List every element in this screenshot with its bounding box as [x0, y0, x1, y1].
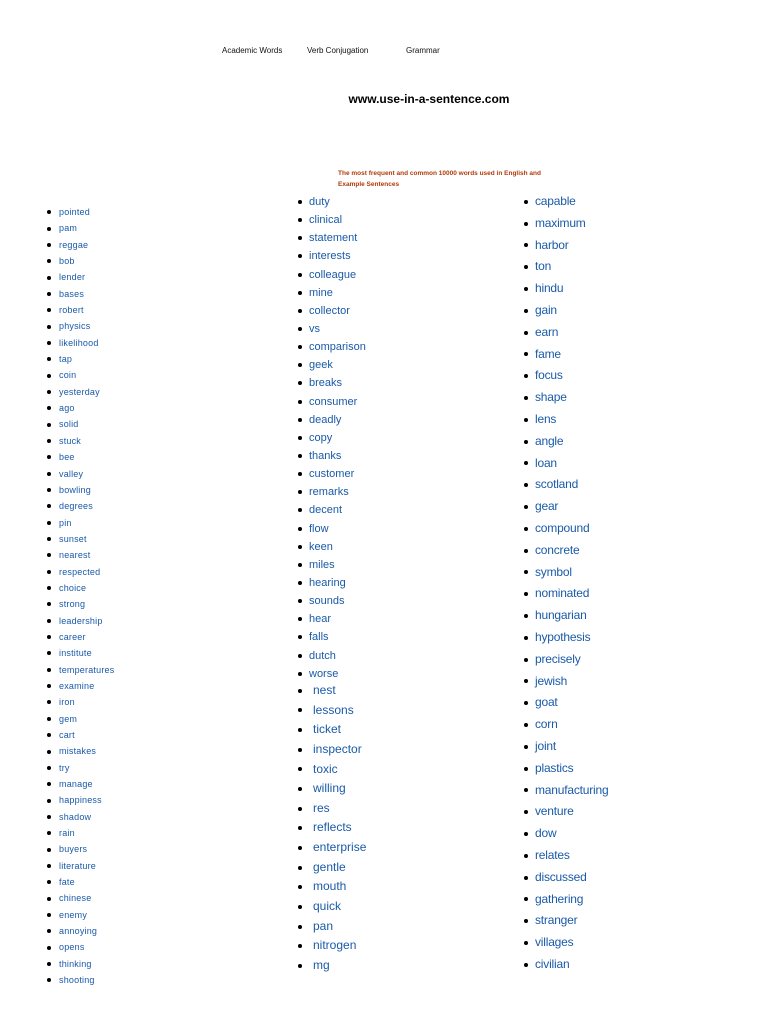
word-list-item [297, 302, 366, 320]
word-list-item [46, 547, 114, 563]
word-link[interactable]: hindu [535, 281, 564, 296]
word-list-item [297, 320, 366, 338]
word-list-item [522, 954, 608, 976]
word-link[interactable]: shape [535, 390, 567, 405]
word-list-item [46, 727, 114, 743]
word-list-item [522, 387, 608, 409]
word-list-item [46, 907, 114, 923]
word-link[interactable]: manufacturing [535, 782, 609, 797]
word-list-item [46, 400, 114, 416]
word-list-item [46, 269, 114, 285]
word-link[interactable]: physics [59, 321, 91, 332]
word-link[interactable]: falls [309, 631, 329, 644]
word-list-item [297, 266, 366, 284]
word-list-item [46, 351, 114, 367]
word-link[interactable]: consumer [309, 395, 358, 408]
word-list-item [297, 628, 366, 646]
word-list-item [297, 193, 366, 211]
word-list-item [46, 678, 114, 694]
word-link[interactable]: statement [309, 232, 358, 245]
word-list-item [46, 367, 114, 383]
word-link[interactable]: hungarian [535, 608, 587, 623]
word-link[interactable]: cart [59, 730, 75, 740]
word-list-column-2 [297, 193, 366, 683]
word-list-item [522, 780, 608, 802]
word-list-item [297, 465, 366, 483]
word-list-item [46, 253, 114, 269]
word-link[interactable]: sunset [59, 533, 87, 544]
word-list-item [297, 818, 366, 838]
word-link[interactable]: sounds [309, 595, 345, 608]
word-link[interactable]: buyers [59, 844, 88, 855]
word-list-item [522, 649, 608, 671]
word-link[interactable]: try [59, 762, 70, 773]
word-link[interactable]: hear [309, 613, 332, 626]
word-link[interactable]: nearest [59, 550, 91, 561]
word-list-item [297, 229, 366, 247]
word-link[interactable]: civilian [535, 956, 570, 971]
word-link[interactable]: fame [535, 346, 561, 361]
word-link[interactable]: valley [59, 468, 84, 479]
word-list-item [46, 286, 114, 302]
word-list-item [522, 910, 608, 932]
word-list-item [522, 583, 608, 605]
word-list-item [46, 743, 114, 759]
word-list-item [297, 917, 366, 937]
word-list-item [46, 482, 114, 498]
word-link[interactable]: geek [309, 359, 333, 372]
word-link[interactable]: precisely [535, 651, 581, 666]
word-link[interactable]: symbol [535, 564, 572, 579]
word-link[interactable]: breaks [309, 377, 343, 390]
word-link[interactable]: villages [535, 935, 574, 950]
word-list-item [46, 662, 114, 678]
word-link[interactable]: flow [309, 522, 329, 535]
word-list-item [522, 627, 608, 649]
word-link[interactable]: discussed [535, 869, 587, 884]
page-subtitle: The most frequent and common 10000 words used in English and Example Sentences [338, 170, 541, 188]
word-link[interactable]: stranger [535, 913, 578, 928]
word-list-item [46, 433, 114, 449]
word-link[interactable]: clinical [309, 214, 343, 227]
word-list-item [297, 897, 366, 917]
word-link[interactable]: decent [309, 504, 343, 517]
word-list-item [522, 845, 608, 867]
word-list-item [46, 318, 114, 334]
word-list-item [46, 237, 114, 253]
word-link[interactable]: venture [535, 804, 574, 819]
word-link[interactable]: corn [535, 717, 558, 732]
word-link[interactable]: goat [535, 695, 558, 710]
word-list-item [297, 760, 366, 780]
word-link[interactable]: pin [59, 517, 72, 528]
word-list-item [297, 681, 366, 701]
word-list-item [297, 247, 366, 265]
word-list-item [522, 823, 608, 845]
word-link[interactable]: thanks [309, 449, 342, 462]
word-list-item [46, 629, 114, 645]
word-link[interactable]: thinking [59, 958, 92, 969]
word-link[interactable]: mg [313, 957, 330, 972]
word-link[interactable]: choice [59, 582, 87, 593]
word-link[interactable]: fate [59, 877, 75, 888]
word-link[interactable]: willing [313, 781, 346, 796]
word-list-item [46, 956, 114, 972]
word-list-item [297, 720, 366, 740]
word-link[interactable]: stuck [59, 435, 82, 446]
word-list-item [46, 760, 114, 776]
word-list-item [46, 825, 114, 841]
word-link[interactable]: joint [535, 738, 557, 753]
word-link[interactable]: res [313, 800, 330, 815]
word-link[interactable]: reggae [59, 239, 89, 250]
word-list-column-3 [522, 191, 608, 976]
word-link[interactable]: bases [59, 288, 85, 299]
word-link[interactable]: examine [59, 680, 95, 691]
word-list-item [46, 220, 114, 236]
word-link[interactable]: miles [309, 558, 335, 571]
word-link[interactable]: nest [313, 683, 336, 697]
word-link[interactable]: degrees [59, 501, 93, 512]
word-list-item [522, 256, 608, 278]
word-link[interactable]: copy [309, 431, 333, 444]
word-list-item [46, 302, 114, 318]
word-link[interactable]: happiness [59, 795, 102, 806]
word-link[interactable]: shadow [59, 811, 92, 822]
word-list-item [297, 647, 366, 665]
word-link[interactable]: gentle [313, 859, 346, 874]
word-link[interactable]: bowling [59, 484, 91, 495]
word-list-item [522, 496, 608, 518]
word-link[interactable]: pam [59, 223, 78, 234]
word-list-column-1 [46, 204, 114, 989]
word-list-item [46, 874, 114, 890]
word-link[interactable]: nitrogen [313, 938, 357, 953]
word-list-item [46, 841, 114, 857]
word-list-item [46, 384, 114, 400]
word-list-item [46, 809, 114, 825]
word-link[interactable]: career [59, 631, 86, 642]
word-link[interactable]: nominated [535, 586, 590, 601]
word-link[interactable]: solid [59, 419, 79, 430]
word-list-item [46, 613, 114, 629]
word-link[interactable]: scotland [535, 477, 579, 492]
word-list-item [522, 365, 608, 387]
word-link[interactable]: mistakes [59, 746, 97, 757]
word-link[interactable]: ton [535, 259, 552, 274]
word-list-item [46, 449, 114, 465]
word-link[interactable]: angle [535, 433, 564, 448]
word-link[interactable]: relates [535, 847, 570, 862]
word-link[interactable]: plastics [535, 760, 574, 775]
word-list-item [522, 474, 608, 496]
word-list-item [46, 596, 114, 612]
word-link[interactable]: gem [59, 713, 78, 724]
word-list-item [297, 211, 366, 229]
word-list-item [297, 483, 366, 501]
word-list-item [297, 574, 366, 592]
word-link[interactable]: hearing [309, 576, 346, 589]
word-list-item [297, 538, 366, 556]
word-list-item [522, 932, 608, 954]
word-link[interactable]: gain [535, 302, 557, 317]
word-list-item [297, 956, 366, 976]
word-list-item [297, 858, 366, 878]
word-list-item [297, 610, 366, 628]
word-list-item [46, 939, 114, 955]
word-list-item [522, 235, 608, 257]
word-link[interactable]: maximum [535, 215, 586, 230]
word-link[interactable]: manage [59, 779, 93, 790]
word-link[interactable]: strong [59, 599, 86, 610]
word-list-item [297, 374, 366, 392]
word-link[interactable]: harbor [535, 237, 569, 252]
word-list-item [522, 278, 608, 300]
word-link[interactable]: customer [309, 468, 355, 481]
word-list-item [522, 801, 608, 823]
word-list-item [297, 284, 366, 302]
word-list-item [46, 498, 114, 514]
word-link[interactable]: leadership [59, 615, 103, 626]
word-link[interactable]: opens [59, 942, 85, 953]
word-list-item [297, 936, 366, 956]
nav-academic-words[interactable]: Academic Words [222, 46, 283, 55]
word-link[interactable]: gear [535, 499, 559, 514]
word-link[interactable]: dutch [309, 649, 336, 662]
word-list-item [46, 972, 114, 988]
word-list-item [297, 520, 366, 538]
word-link[interactable]: robert [59, 305, 84, 316]
word-link[interactable]: temperatures [59, 664, 115, 675]
word-link[interactable]: chinese [59, 893, 92, 904]
word-list-item [297, 556, 366, 574]
word-list-item [522, 431, 608, 453]
word-list-item [46, 531, 114, 547]
word-link[interactable]: colleague [309, 268, 357, 281]
word-link[interactable]: inspector [313, 741, 362, 756]
word-list-item [522, 867, 608, 889]
word-list-item [522, 671, 608, 693]
word-list-item [46, 694, 114, 710]
word-list-item [297, 740, 366, 760]
word-link[interactable]: collector [309, 304, 350, 317]
word-list-item [522, 692, 608, 714]
word-list-item [297, 356, 366, 374]
word-link[interactable]: rain [59, 828, 75, 839]
word-link[interactable]: deadly [309, 413, 342, 426]
word-link[interactable]: reflects [313, 820, 352, 835]
word-list-item [46, 204, 114, 220]
word-list-item [522, 562, 608, 584]
word-list-item [46, 776, 114, 792]
word-link[interactable]: literature [59, 860, 97, 871]
word-link[interactable]: annoying [59, 926, 98, 937]
word-link[interactable]: duty [309, 196, 330, 208]
word-list-item [522, 714, 608, 736]
word-list-item [522, 213, 608, 235]
word-list-item [522, 758, 608, 780]
word-link[interactable]: enemy [59, 909, 88, 920]
word-link[interactable]: pan [313, 918, 334, 933]
word-link[interactable]: ticket [313, 722, 342, 737]
word-link[interactable]: worse [309, 667, 339, 680]
word-list-item [522, 300, 608, 322]
word-list-item [297, 701, 366, 721]
site-title: www.use-in-a-sentence.com [348, 92, 510, 106]
word-list-item [46, 580, 114, 596]
word-list-item [46, 645, 114, 661]
word-link[interactable]: tap [59, 354, 73, 365]
word-list-item [46, 515, 114, 531]
word-link[interactable]: focus [535, 368, 563, 383]
word-link[interactable]: vs [309, 322, 320, 335]
word-list-item [46, 890, 114, 906]
word-link[interactable]: interests [309, 250, 351, 263]
word-list-item [46, 792, 114, 808]
word-list-item [297, 429, 366, 447]
word-list-item [297, 779, 366, 799]
word-list-item [46, 564, 114, 580]
word-list-item [46, 466, 114, 482]
word-list-item [297, 877, 366, 897]
word-link[interactable]: remarks [309, 486, 349, 499]
word-list-item [297, 447, 366, 465]
word-list-item [522, 344, 608, 366]
word-link[interactable]: pointed [59, 207, 90, 217]
word-link[interactable]: dow [535, 826, 557, 841]
word-link[interactable]: respected [59, 566, 101, 577]
word-list-item [297, 411, 366, 429]
word-list-item [522, 605, 608, 627]
word-link[interactable]: institute [59, 648, 92, 659]
word-link[interactable]: gathering [535, 891, 584, 906]
word-link[interactable]: mine [309, 286, 333, 299]
word-list-item [522, 322, 608, 344]
word-link[interactable]: lender [59, 272, 86, 283]
word-link[interactable]: lens [535, 411, 557, 426]
word-link[interactable]: mouth [313, 879, 347, 894]
word-list-item [297, 799, 366, 819]
word-link[interactable]: loan [535, 455, 557, 470]
word-link[interactable]: quick [313, 899, 342, 914]
word-list-item [522, 540, 608, 562]
word-list-column-2-continued [297, 681, 366, 976]
word-list-item [522, 191, 608, 213]
word-link[interactable]: hypothesis [535, 629, 591, 644]
word-list-item [297, 393, 366, 411]
word-list-item [46, 858, 114, 874]
word-link[interactable]: iron [59, 697, 75, 708]
word-list-item [522, 409, 608, 431]
word-link[interactable]: concrete [535, 542, 580, 557]
nav-grammar[interactable]: Grammar [406, 46, 440, 55]
word-link[interactable]: shooting [59, 975, 95, 986]
word-list-item [522, 518, 608, 540]
word-link[interactable]: keen [309, 540, 333, 553]
word-list-item [297, 501, 366, 519]
word-list-item [297, 338, 366, 356]
word-list-item [297, 838, 366, 858]
word-list-item [522, 889, 608, 911]
word-list-item [297, 592, 366, 610]
word-link[interactable]: ago [59, 403, 75, 414]
word-link[interactable]: bob [59, 256, 75, 267]
word-link[interactable]: lessons [313, 702, 354, 717]
word-list-item [46, 711, 114, 727]
word-list-item [46, 335, 114, 351]
nav-verb-conjugation[interactable]: Verb Conjugation [307, 46, 369, 55]
word-link[interactable]: likelihood [59, 337, 99, 348]
word-link[interactable]: yesterday [59, 386, 100, 397]
word-list-item [46, 416, 114, 432]
word-list-item [522, 736, 608, 758]
word-link[interactable]: comparison [309, 341, 366, 354]
word-list-item [522, 453, 608, 475]
word-link[interactable]: enterprise [313, 840, 367, 855]
word-link[interactable]: toxic [313, 761, 338, 776]
word-list-item [46, 923, 114, 939]
word-link[interactable]: compound [535, 520, 590, 535]
word-link[interactable]: capable [535, 194, 576, 208]
word-link[interactable]: jewish [535, 673, 568, 688]
word-link[interactable]: earn [535, 324, 559, 339]
word-link[interactable]: coin [59, 370, 77, 381]
word-link[interactable]: bee [59, 452, 75, 463]
